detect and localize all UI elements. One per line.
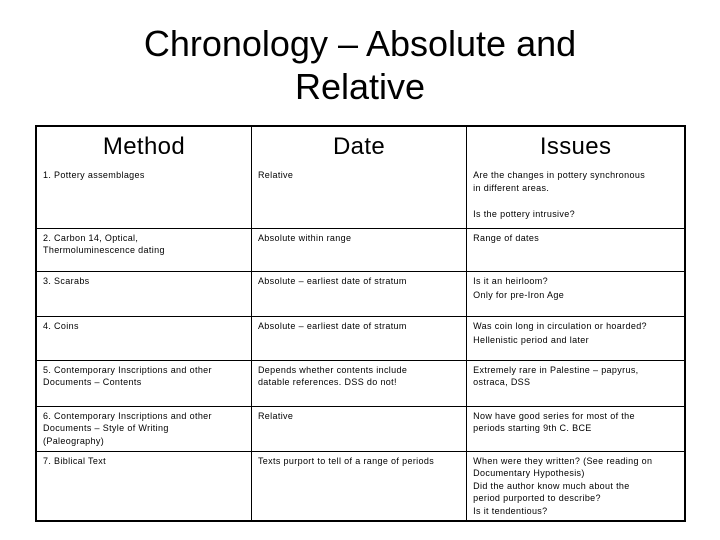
- table-row: [36, 406, 685, 451]
- method-cell: [36, 451, 251, 521]
- cell-text: Documentary Hypothesis): [473, 468, 585, 479]
- cell-text: Documents – Contents: [43, 377, 142, 388]
- method-cell: [36, 271, 251, 316]
- issues-cell: [467, 228, 685, 271]
- header-row: [36, 126, 685, 166]
- page-title: [0, 22, 720, 108]
- cell-text: 6. Contemporary Inscriptions and other: [43, 410, 212, 421]
- cell-text: 4. Coins: [43, 320, 79, 331]
- cell-text: Depends whether contents include: [257, 364, 408, 375]
- cell-text: Texts purport to tell of a range of periods: [257, 455, 435, 466]
- method-cell: [36, 360, 251, 406]
- cell-text: (Paleography): [43, 435, 105, 446]
- cell-text: Did the author know much about the: [473, 480, 630, 491]
- date-cell: [251, 271, 466, 316]
- cell-text: Relative: [257, 410, 294, 421]
- cell-text: Absolute within range: [257, 232, 352, 243]
- issues-cell: [467, 406, 685, 451]
- date-cell: [251, 228, 466, 271]
- header-issues: Issues: [467, 126, 685, 166]
- table-row: [36, 316, 685, 360]
- cell-text: Relative: [257, 170, 294, 180]
- cell-text: Now have good series for most of the: [473, 410, 635, 421]
- table-row: [36, 166, 685, 228]
- cell-text: Thermoluminescence dating: [43, 245, 165, 256]
- cell-text: Absolute – earliest date of stratum: [257, 275, 407, 286]
- cell-text: Is it an heirloom?: [473, 275, 548, 286]
- cell-text: When were they written? (See reading on: [473, 455, 653, 466]
- cell-text: 1. Pottery assemblages: [43, 170, 145, 180]
- date-cell: [251, 360, 466, 406]
- cell-text: Are the changes in pottery synchronous: [473, 170, 646, 180]
- date-cell: [251, 406, 466, 451]
- cell-text: 7. Biblical Text: [43, 455, 106, 466]
- cell-text: 5. Contemporary Inscriptions and other: [43, 364, 212, 375]
- cell-text: Is the pottery intrusive?: [473, 209, 575, 220]
- method-cell: [36, 166, 251, 228]
- header-date: Date: [251, 126, 466, 166]
- cell-text: Range of dates: [473, 232, 540, 243]
- table-row: [36, 360, 685, 406]
- date-cell: [251, 316, 466, 360]
- issues-cell: [467, 451, 685, 521]
- cell-text: 2. Carbon 14, Optical,: [43, 232, 139, 243]
- table-row: [36, 228, 685, 271]
- date-cell: [251, 451, 466, 521]
- cell-text: period purported to describe?: [473, 493, 601, 504]
- cell-text: datable references. DSS do not!: [257, 377, 397, 388]
- cell-text: ostraca, DSS: [473, 377, 531, 388]
- title-line-2: Relative: [294, 66, 426, 107]
- cell-text: Extremely rare in Palestine – papyrus,: [473, 364, 639, 375]
- chronology-table: [35, 125, 686, 522]
- header-method: Method: [36, 126, 251, 166]
- issues-cell: [467, 271, 685, 316]
- table-row: [36, 451, 685, 521]
- cell-text: 3. Scarabs: [43, 275, 90, 286]
- cell-text: Absolute – earliest date of stratum: [257, 320, 407, 331]
- date-cell: [251, 166, 466, 228]
- method-cell: [36, 316, 251, 360]
- cell-text: Hellenistic period and later: [473, 335, 590, 346]
- cell-text: Only for pre-Iron Age: [473, 290, 565, 301]
- method-cell: [36, 228, 251, 271]
- cell-text: periods starting 9th C. BCE: [473, 423, 592, 434]
- method-cell: [36, 406, 251, 451]
- title-line-1: Chronology – Absolute and: [143, 23, 577, 64]
- table-row: [36, 271, 685, 316]
- cell-text: in different areas.: [473, 182, 550, 193]
- issues-cell: [467, 360, 685, 406]
- cell-text: Documents – Style of Writing: [43, 423, 169, 434]
- cell-text: Is it tendentious?: [473, 505, 548, 516]
- issues-cell: [467, 316, 685, 360]
- cell-text: Was coin long in circulation or hoarded?: [473, 320, 647, 331]
- issues-cell: [467, 166, 685, 228]
